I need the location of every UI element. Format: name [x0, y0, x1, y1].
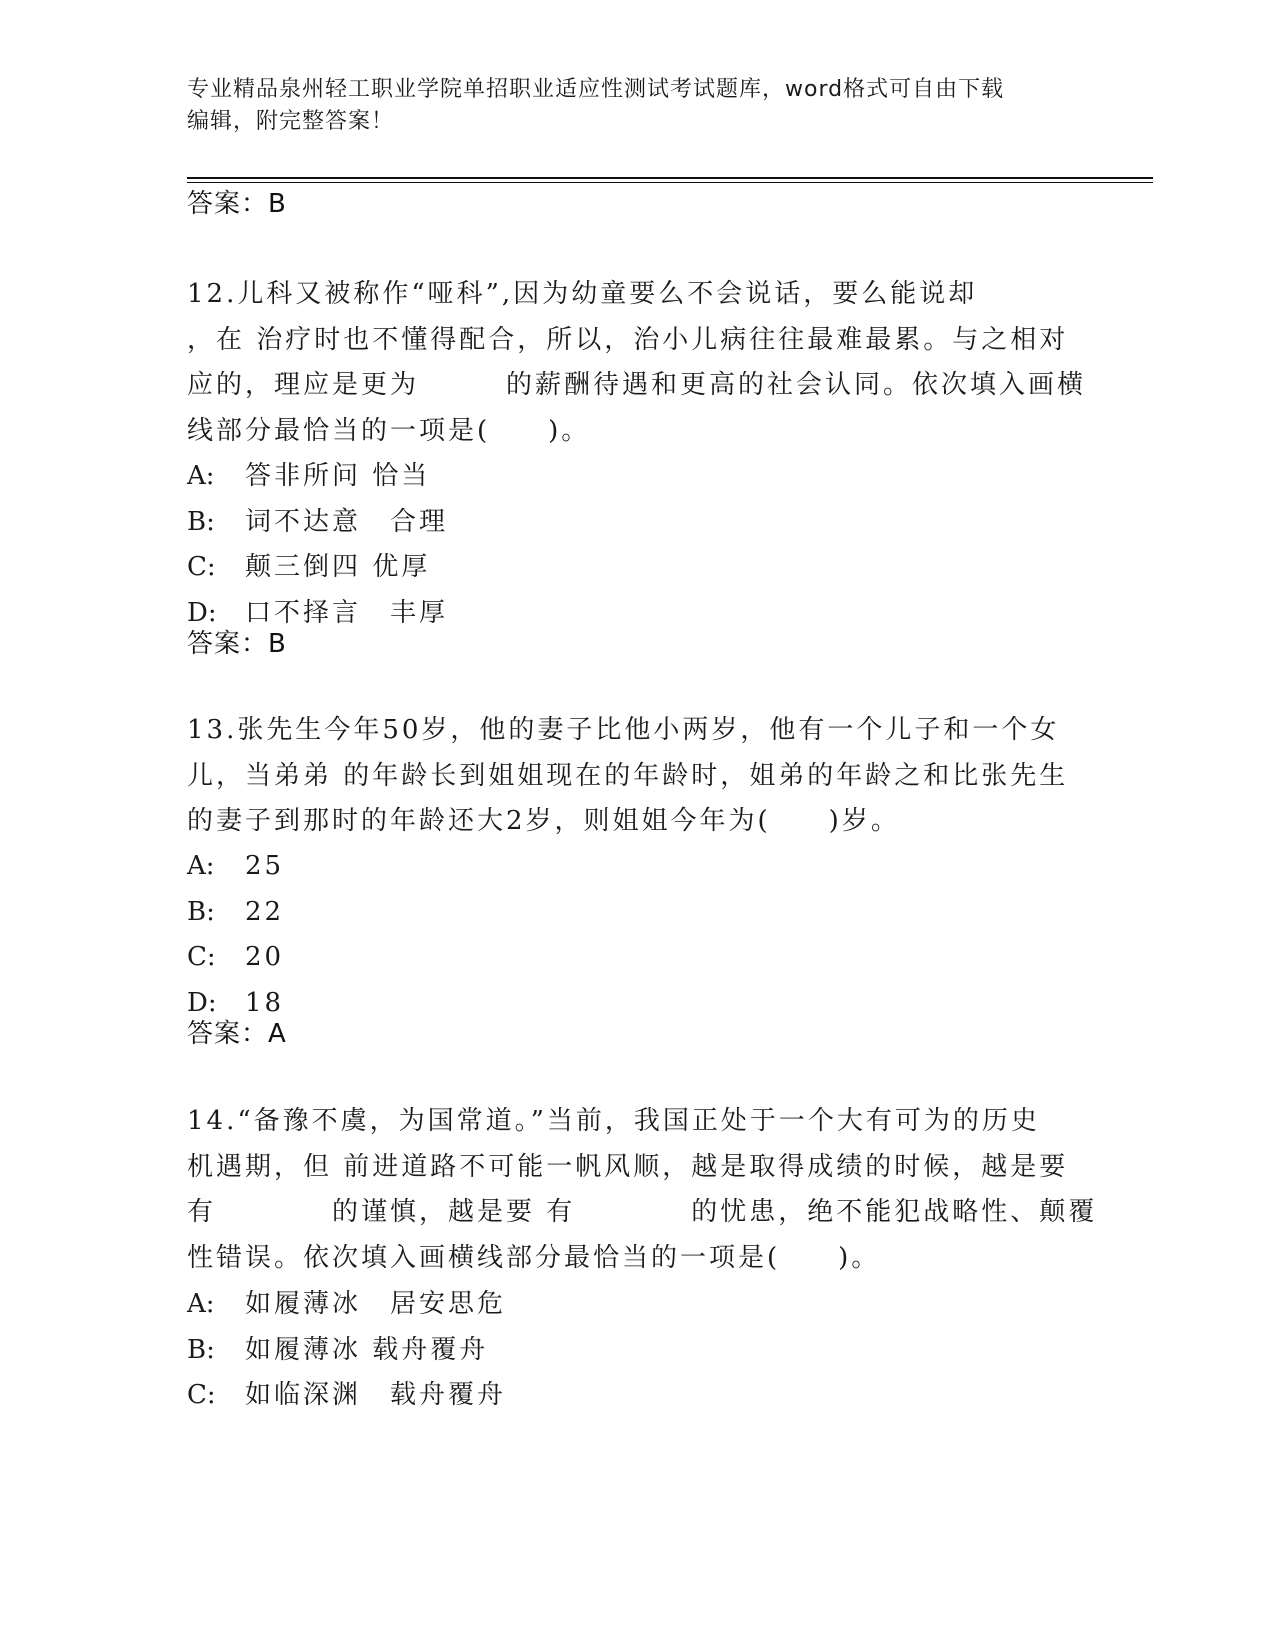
option-letter: A: [187, 461, 215, 491]
answer-previous: 答案：B [187, 189, 287, 219]
question-line: 性错误。依次填入画横线部分最恰当的一项是( )。 [187, 1242, 881, 1273]
option-text: 如临深渊 载舟覆舟 [245, 1380, 507, 1410]
option-b [187, 890, 284, 936]
option-letter: A: [187, 851, 215, 881]
option-a [187, 454, 448, 500]
question-14-options [187, 1282, 506, 1419]
option-b [187, 500, 448, 546]
option-b [187, 1328, 506, 1374]
question-13 [187, 708, 1068, 845]
option-a [187, 1282, 506, 1328]
option-text: 如履薄冰 载舟覆舟 [245, 1334, 489, 1365]
option-text: 口不择言 丰厚 [245, 597, 449, 628]
page-header [187, 74, 1087, 138]
option-letter: C: [187, 942, 216, 972]
question-12-options [187, 454, 448, 636]
option-text: 18 [245, 987, 285, 1018]
option-text: 25 [245, 851, 285, 881]
question-line: 14.“备豫不虞，为国常道。”当前，我国正处于一个大有可为的历史 [187, 1106, 1040, 1136]
option-c [187, 1373, 506, 1419]
header-line-2: 编辑，附完整答案！ [187, 109, 395, 134]
answer-13: 答案：A [187, 1019, 287, 1049]
question-12 [187, 272, 1086, 454]
question-14 [187, 1099, 1097, 1281]
question-line: 线部分最恰当的一项是( )。 [187, 415, 591, 446]
question-line: 机遇期，但 前进道路不可能一帆风顺，越是取得成绩的时候，越是要 [187, 1151, 1069, 1182]
option-c [187, 545, 448, 591]
option-letter: A: [187, 1289, 215, 1319]
header-rule-thick [187, 177, 1153, 179]
option-letter: D: [187, 597, 217, 628]
option-text: 词不达意 合理 [245, 506, 449, 537]
header-rule-thin [187, 182, 1153, 183]
option-text: 颠三倒四 优厚 [245, 552, 431, 582]
option-text: 答非所问 恰当 [245, 461, 431, 491]
question-13-options [187, 844, 284, 1026]
option-c [187, 935, 284, 981]
answer-12: 答案：B [187, 629, 287, 659]
option-letter: D: [187, 987, 217, 1018]
header-line-1: 专业精品泉州轻工职业学院单招职业适应性测试考试题库，word格式可自由下载 [187, 77, 1005, 102]
option-letter: B: [187, 1334, 215, 1365]
option-text: 22 [245, 896, 285, 927]
option-text: 20 [245, 942, 285, 972]
option-letter: B: [187, 506, 215, 537]
option-letter: B: [187, 896, 215, 927]
option-letter: C: [187, 552, 216, 582]
option-text: 如履薄冰 居安思危 [245, 1289, 507, 1319]
question-line: 应的，理应是更为 的薪酬待遇和更高的社会认同。依次填入画横 [187, 370, 1087, 400]
question-line: 有 的谨慎，越是要 有 的忧患，绝不能犯战略性、颠覆 [187, 1197, 1098, 1227]
question-line: 12.儿科又被称作“哑科”,因为幼童要么不会说话，要么能说却 [187, 279, 978, 309]
question-line: ，在 治疗时也不懂得配合，所以，治小儿病往往最难最累。与之相对 [187, 324, 1069, 355]
question-line: 13.张先生今年50岁，他的妻子比他小两岁，他有一个儿子和一个女 [187, 715, 1060, 745]
question-line: 儿，当弟弟 的年龄长到姐姐现在的年龄时，姐弟的年龄之和比张先生 [187, 760, 1069, 791]
option-a [187, 844, 284, 890]
option-letter: C: [187, 1380, 216, 1410]
question-line: 的妻子到那时的年龄还大2岁，则姐姐今年为( )岁。 [187, 806, 900, 836]
